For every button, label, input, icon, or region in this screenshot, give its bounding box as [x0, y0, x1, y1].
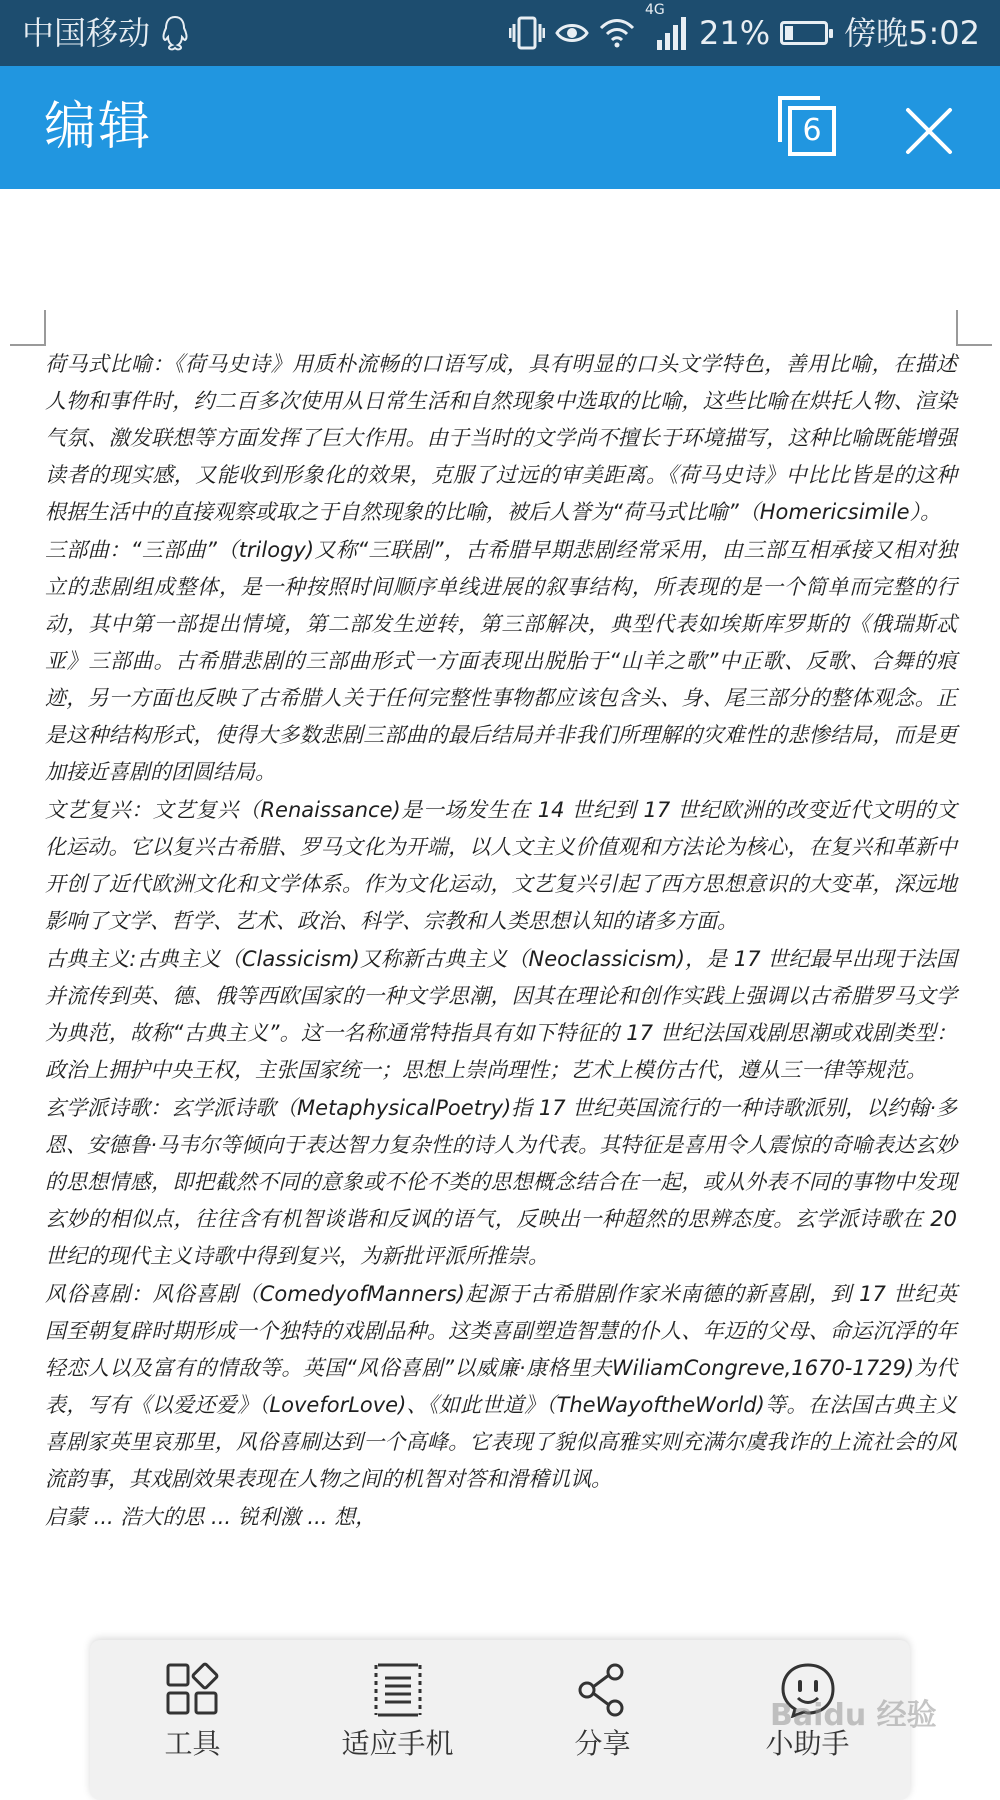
assistant-label: 小助手 — [765, 1727, 850, 1760]
status-bar — [0, 0, 1000, 66]
tools-grid-icon — [165, 1662, 221, 1718]
paragraph-metaphysical-poetry: 玄学派诗歌：玄学派诗歌（MetaphysicalPoetry)指 17 世纪英国流行的一种诗歌派别，以约翰·多恩、安德鲁·马韦尔等倾向于表达智力复杂性的诗人为代表。其特征是喜用令人震惊的奇喻表达玄妙的思想情感，即把截然不同的意象或不伦不类的思想概念结合在一起，或从外表不同的事物中发现玄妙的相似点，往往含有机智谈谐和反讽的语气，反映出一种超然的思辨态度。玄学派诗歌在 20 世纪的现代主义诗歌中得到复兴，为新批评派所推崇。 — [45, 1096, 957, 1268]
crop-mark-right — [956, 310, 992, 346]
fit-mobile-button[interactable] — [295, 1640, 500, 1778]
network-type-label: 4G — [645, 2, 665, 18]
page-title: 编辑 — [44, 97, 153, 157]
fit-mobile-label: 适应手机 — [341, 1727, 454, 1760]
share-label: 分享 — [574, 1727, 631, 1760]
paragraph-comedy-of-manners: 风俗喜剧：风俗喜剧（ComedyofManners)起源于古希腊剧作家米南德的新喜剧，到 17 世纪英国至朝复辟时期形成一个独特的戏剧品种。这类喜副塑造智慧的仆人、年迈的父母、命运沉浮的年轻恋人以及富有的情敌等。英国“风俗喜剧”以威廉·康格里夫WiliamCongreve,1670-1729)为代表，写有《以爱还爱》（LoveforLove)、《如此世道》（TheWayoftheWorld)等。在法国古典主义喜剧家英里哀那里，风俗喜刷达到一个高峰。它表现了貌似高雅实则充满尔虞我诈的上流社会的风流韵事，其戏剧效果表现在人物之间的机智对答和滑稽讥讽。 — [45, 1282, 957, 1491]
paragraph-enlightenment-partial: 启蒙 ... 浩大的思 ... 锐利激 ... 想， — [45, 1505, 377, 1529]
vibrate-icon — [509, 16, 545, 50]
paragraph-trilogy: 三部曲：“三部曲”（trilogy)又称“三联剧”，古希腊早期悲剧经常采用，由三部互相承接又相对独立的悲剧组成整体，是一种按照时间顺序单线进展的叙事结构，所表现的是一个简单而完整的行动，其中第一部提出情境，第二部发生逆转，第三部解决，典型代表如埃斯库罗斯的《俄瑞斯忒亚》三部曲。古希腊悲剧的三部曲形式一方面表现出脱胎于“山羊之歌”中正歌、反歌、合舞的痕迹，另一方面也反映了古希腊人关于任何完整性事物都应该包含头、身、尾三部分的整体观念。正是这种结构形式，使得大多数悲剧三部曲的最后结局并非我们所理解的灾难性的悲惨结局，而是更加接近喜剧的团圆结局。 — [45, 538, 957, 784]
page-count: 6 — [788, 106, 836, 156]
battery-icon — [780, 21, 828, 45]
qq-icon — [160, 14, 190, 52]
carrier-name: 中国移动 — [22, 14, 151, 52]
paragraph-homeric-simile: 荷马式比喻：《荷马史诗》用质朴流畅的口语写成，具有明显的口头文学特色，善用比喻，在描述人物和事件时，约二百多次使用从日常生活和自然现象中选取的比喻，这些比喻在烘托人物、渲染气氛、激发联想等方面发挥了巨大作用。由于当时的文学尚不擅长于环境描写，这种比喻既能增强读者的现实感，又能收到形象化的效果，克服了过远的审美距离。《荷马史诗》中比比皆是的这种根据生活中的直接观察或取之于自然现象的比喻，被后人誉为“荷马式比喻”（Homericsimile）。 — [45, 352, 957, 524]
tools-label: 工具 — [164, 1727, 221, 1760]
share-button[interactable] — [500, 1640, 705, 1778]
app-header — [0, 66, 1000, 189]
paragraph-renaissance: 文艺复兴：文艺复兴（Renaissance)是一场发生在 14 世纪到 17 世纪欧洲的改变近代文明的文化运动。它以复兴古希腊、罗马文化为开端，以人文主义价值观和方法论为核心，在复兴和革新中开创了近代欧洲文化和文学体系。作为文化运动，文艺复兴引起了西方思想意识的大变革，深远地影响了文学、哲学、艺术、政治、科学、宗教和人类思想认知的诸多方面。 — [45, 798, 957, 933]
eye-icon — [555, 20, 589, 46]
close-icon[interactable] — [904, 106, 954, 156]
clock: 傍晚5:02 — [844, 14, 980, 52]
watermark-logo: Baidu 经验 — [770, 1698, 937, 1733]
fit-mobile-icon — [370, 1662, 426, 1718]
share-icon — [575, 1662, 631, 1718]
paragraph-classicism: 古典主义:古典主义（Classicism)又称新古典主义（Neoclassicism)，是 17 世纪最早出现于法国并流传到英、德、俄等西欧国家的一种文学思潮，因其在理论和创作实践上强调以古希腊罗马文学为典范，故称“古典主义”。这一名称通常特指具有如下特征的 17 世纪法国戏剧思潮或戏剧类型：政治上拥护中央王权，主张国家统一；思想上崇尚理性；艺术上模仿古代，遵从三一律等规范。 — [45, 947, 957, 1082]
battery-fill — [785, 26, 793, 40]
page-count-button[interactable] — [778, 96, 838, 156]
4g-signal-icon — [645, 2, 689, 50]
tools-button[interactable] — [90, 1640, 295, 1778]
document-body — [45, 346, 957, 1537]
wifi-icon — [599, 18, 635, 48]
battery-percent: 21% — [699, 14, 771, 52]
crop-mark-left — [10, 310, 46, 346]
